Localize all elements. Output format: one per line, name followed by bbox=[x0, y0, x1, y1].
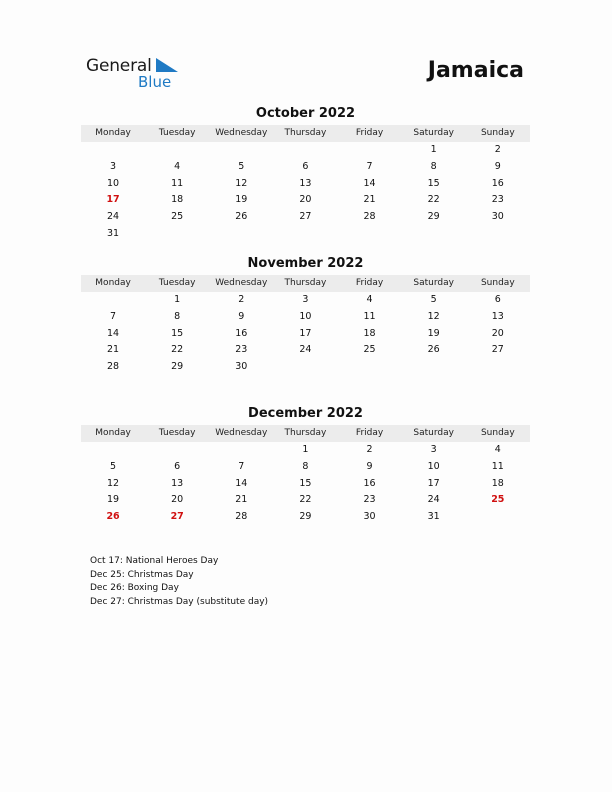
week-row bbox=[81, 459, 530, 476]
day-cell: 15 bbox=[299, 477, 312, 489]
day-cell: 31 bbox=[427, 511, 440, 523]
day-cell: 8 bbox=[174, 310, 181, 322]
day-cell: 29 bbox=[427, 211, 440, 223]
day-cell: 18 bbox=[491, 477, 504, 489]
day-cell: 5 bbox=[238, 160, 245, 172]
day-cell: 8 bbox=[302, 460, 309, 472]
day-cell: 16 bbox=[235, 327, 248, 339]
day-cell: 17 bbox=[299, 327, 312, 339]
day-cell: 7 bbox=[238, 460, 245, 472]
empty-day-cell bbox=[466, 226, 530, 243]
holiday-item: Dec 25: Christmas Day bbox=[90, 569, 194, 580]
weekday-label: Wednesday bbox=[215, 428, 268, 438]
weekday-label: Saturday bbox=[413, 428, 454, 438]
weekday-label: Tuesday bbox=[158, 278, 196, 288]
week-row bbox=[81, 142, 530, 159]
month-title: October 2022 bbox=[255, 106, 356, 121]
logo-general-text: General bbox=[86, 56, 152, 76]
day-cell: 8 bbox=[430, 160, 437, 172]
empty-day-cell bbox=[402, 226, 466, 243]
day-cell: 21 bbox=[107, 344, 120, 356]
week-row bbox=[81, 209, 530, 226]
weekday-label: Tuesday bbox=[158, 128, 196, 138]
week-row bbox=[81, 176, 530, 193]
day-cell: 14 bbox=[235, 477, 248, 489]
day-cell: 21 bbox=[235, 494, 248, 506]
day-cell: 7 bbox=[366, 160, 373, 172]
day-cell: 11 bbox=[363, 310, 376, 322]
week-row bbox=[81, 342, 530, 359]
week-row bbox=[81, 492, 530, 509]
day-cell: 9 bbox=[366, 460, 373, 472]
weekday-header bbox=[81, 425, 530, 442]
day-cell: 26 bbox=[106, 511, 120, 523]
day-cell: 31 bbox=[107, 227, 120, 239]
logo-triangle-icon bbox=[156, 58, 178, 72]
empty-day-cell bbox=[338, 142, 402, 159]
week-row bbox=[81, 192, 530, 209]
week-row bbox=[81, 509, 530, 526]
month-october bbox=[81, 105, 530, 243]
month-grid bbox=[81, 292, 530, 376]
month-grid bbox=[81, 142, 530, 243]
day-cell: 30 bbox=[491, 211, 504, 223]
weekday-label: Sunday bbox=[480, 428, 515, 438]
weekday-label: Thursday bbox=[284, 278, 327, 288]
month-title: December 2022 bbox=[248, 406, 363, 421]
day-cell: 11 bbox=[491, 460, 504, 472]
day-cell: 9 bbox=[494, 160, 501, 172]
weekday-label: Thursday bbox=[284, 428, 327, 438]
empty-day-cell bbox=[145, 442, 209, 459]
day-cell: 2 bbox=[366, 444, 373, 455]
day-cell: 30 bbox=[363, 511, 376, 523]
day-cell: 23 bbox=[235, 344, 248, 356]
month-november bbox=[81, 255, 530, 376]
day-cell: 27 bbox=[170, 511, 184, 523]
day-cell: 10 bbox=[427, 460, 440, 472]
day-cell: 4 bbox=[366, 294, 373, 305]
weekday-label: Tuesday bbox=[158, 428, 196, 438]
empty-day-cell bbox=[402, 359, 466, 376]
empty-day-cell bbox=[273, 142, 337, 159]
day-cell: 25 bbox=[491, 494, 505, 506]
day-cell: 3 bbox=[110, 160, 117, 172]
day-cell: 4 bbox=[174, 160, 181, 172]
day-cell: 14 bbox=[363, 177, 376, 189]
day-cell: 11 bbox=[171, 177, 184, 189]
day-cell: 29 bbox=[299, 511, 312, 523]
empty-day-cell bbox=[466, 509, 530, 526]
weekday-label: Saturday bbox=[413, 278, 454, 288]
day-cell: 9 bbox=[238, 310, 245, 322]
day-cell: 13 bbox=[491, 310, 504, 322]
weekday-label: Saturday bbox=[413, 128, 454, 138]
day-cell: 22 bbox=[299, 494, 312, 506]
empty-day-cell bbox=[209, 442, 273, 459]
month-grid bbox=[81, 442, 530, 526]
day-cell: 7 bbox=[110, 310, 117, 322]
holiday-item: Oct 17: National Heroes Day bbox=[90, 556, 219, 566]
empty-day-cell bbox=[273, 226, 337, 243]
weekday-header bbox=[81, 125, 530, 142]
day-cell: 18 bbox=[171, 194, 184, 206]
day-cell: 2 bbox=[238, 294, 245, 305]
month-december bbox=[81, 405, 530, 526]
day-cell: 1 bbox=[430, 144, 437, 155]
weekday-label: Wednesday bbox=[215, 128, 268, 138]
day-cell: 27 bbox=[491, 344, 504, 356]
weekday-label: Monday bbox=[95, 278, 131, 288]
day-cell: 29 bbox=[171, 361, 184, 373]
day-cell: 25 bbox=[363, 344, 376, 356]
day-cell: 15 bbox=[171, 327, 184, 339]
week-row bbox=[81, 159, 530, 176]
holiday-item: Dec 26: Boxing Day bbox=[90, 583, 179, 594]
empty-day-cell bbox=[209, 142, 273, 159]
day-cell: 24 bbox=[299, 344, 312, 356]
weekday-label: Sunday bbox=[480, 128, 515, 138]
day-cell: 13 bbox=[171, 477, 184, 489]
day-cell: 18 bbox=[363, 327, 376, 339]
country-title: Jamaica bbox=[427, 58, 524, 83]
week-row bbox=[81, 476, 530, 493]
day-cell: 20 bbox=[299, 194, 312, 206]
day-cell: 1 bbox=[174, 294, 181, 305]
day-cell: 6 bbox=[302, 160, 309, 172]
day-cell: 5 bbox=[110, 460, 117, 472]
logo-blue-text: Blue bbox=[138, 73, 172, 91]
day-cell: 28 bbox=[363, 211, 376, 223]
day-cell: 19 bbox=[235, 194, 248, 206]
week-row bbox=[81, 309, 530, 326]
empty-day-cell bbox=[273, 359, 337, 376]
holiday-item: Dec 27: Christmas Day (substitute day) bbox=[90, 597, 269, 608]
generalblue-logo bbox=[86, 54, 196, 94]
day-cell: 19 bbox=[427, 327, 440, 339]
day-cell: 23 bbox=[491, 194, 504, 206]
day-cell: 13 bbox=[299, 177, 312, 189]
empty-day-cell bbox=[81, 292, 145, 309]
day-cell: 16 bbox=[491, 177, 504, 189]
week-row bbox=[81, 226, 530, 243]
day-cell: 5 bbox=[430, 294, 437, 305]
weekday-label: Friday bbox=[355, 278, 384, 288]
weekday-label: Sunday bbox=[480, 278, 515, 288]
day-cell: 16 bbox=[363, 477, 376, 489]
day-cell: 17 bbox=[427, 477, 440, 489]
day-cell: 24 bbox=[107, 211, 120, 223]
weekday-header bbox=[81, 275, 530, 292]
day-cell: 3 bbox=[430, 444, 437, 455]
day-cell: 6 bbox=[494, 294, 501, 305]
day-cell: 24 bbox=[427, 494, 440, 506]
day-cell: 12 bbox=[427, 310, 440, 322]
day-cell: 25 bbox=[171, 211, 184, 223]
day-cell: 10 bbox=[299, 310, 312, 322]
day-cell: 12 bbox=[107, 477, 120, 489]
weekday-label: Wednesday bbox=[215, 278, 268, 288]
day-cell: 26 bbox=[427, 344, 440, 356]
weekday-label: Thursday bbox=[284, 128, 327, 138]
week-row bbox=[81, 292, 530, 309]
day-cell: 1 bbox=[302, 444, 309, 455]
empty-day-cell bbox=[145, 226, 209, 243]
day-cell: 6 bbox=[174, 460, 181, 472]
day-cell: 22 bbox=[427, 194, 440, 206]
empty-day-cell bbox=[81, 142, 145, 159]
day-cell: 26 bbox=[235, 211, 248, 223]
empty-day-cell bbox=[209, 226, 273, 243]
day-cell: 4 bbox=[494, 444, 501, 455]
day-cell: 30 bbox=[235, 361, 248, 373]
holiday-list bbox=[90, 555, 268, 610]
day-cell: 20 bbox=[171, 494, 184, 506]
day-cell: 17 bbox=[106, 194, 120, 206]
empty-day-cell bbox=[338, 226, 402, 243]
weekday-label: Friday bbox=[355, 128, 384, 138]
weekday-label: Friday bbox=[355, 428, 384, 438]
day-cell: 14 bbox=[107, 327, 120, 339]
day-cell: 22 bbox=[171, 344, 184, 356]
empty-day-cell bbox=[81, 442, 145, 459]
month-title: November 2022 bbox=[247, 256, 364, 271]
weekday-label: Monday bbox=[95, 428, 131, 438]
day-cell: 10 bbox=[107, 177, 120, 189]
week-row bbox=[81, 326, 530, 343]
day-cell: 23 bbox=[363, 494, 376, 506]
day-cell: 28 bbox=[235, 511, 248, 523]
day-cell: 12 bbox=[235, 177, 248, 189]
empty-day-cell bbox=[338, 359, 402, 376]
day-cell: 20 bbox=[491, 327, 504, 339]
weekday-label: Monday bbox=[95, 128, 131, 138]
day-cell: 2 bbox=[494, 144, 501, 155]
day-cell: 21 bbox=[363, 194, 376, 206]
day-cell: 28 bbox=[107, 361, 120, 373]
week-row bbox=[81, 359, 530, 376]
empty-day-cell bbox=[145, 142, 209, 159]
day-cell: 27 bbox=[299, 211, 312, 223]
day-cell: 3 bbox=[302, 294, 309, 305]
empty-day-cell bbox=[466, 359, 530, 376]
week-row bbox=[81, 442, 530, 459]
day-cell: 15 bbox=[427, 177, 440, 189]
day-cell: 19 bbox=[107, 494, 120, 506]
